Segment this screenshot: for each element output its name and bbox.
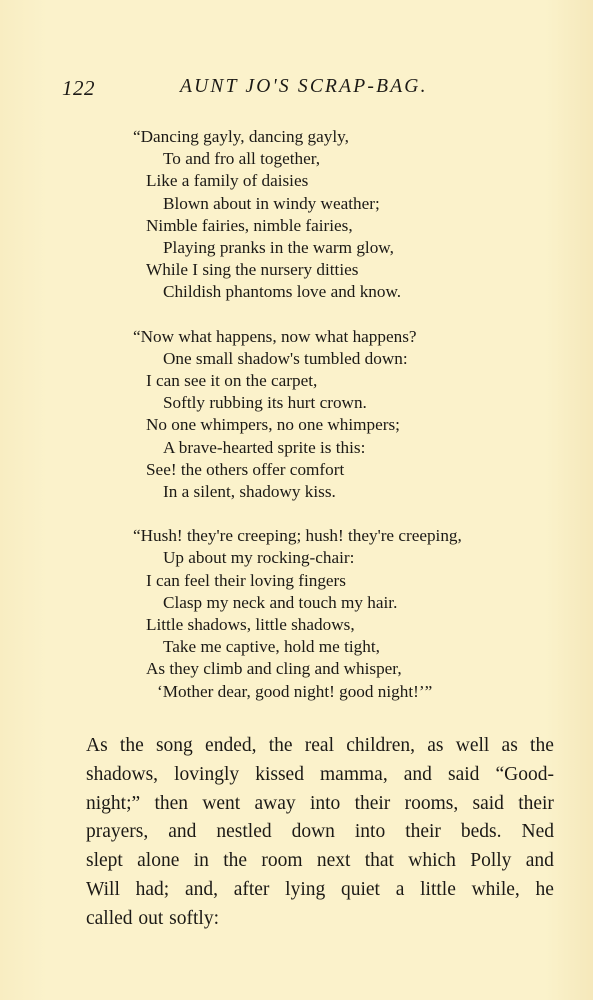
poem-line: “Now what happens, now what happens? <box>133 326 417 346</box>
poem-line: To and fro all together, <box>163 149 321 169</box>
prose-word: after <box>233 878 270 900</box>
running-title: AUNT JO'S SCRAP-BAG. <box>180 76 428 97</box>
prose-word: as <box>427 735 444 756</box>
prose-word: As <box>86 735 108 756</box>
poem-line: Take me captive, hold me tight, <box>163 637 380 657</box>
prose-line <box>86 732 554 761</box>
prose-word: shadows, <box>86 763 159 785</box>
prose-line <box>86 847 554 876</box>
prose-word: Will <box>86 878 120 900</box>
prose-word: slept <box>86 850 123 872</box>
prose-word: next <box>316 850 351 872</box>
prose-word: into <box>354 821 386 843</box>
poem <box>0 126 593 725</box>
poem-line: Clasp my neck and touch my hair. <box>163 592 398 612</box>
page-number: 122 <box>62 76 95 100</box>
poem-line: In a silent, shadowy kiss. <box>163 482 336 502</box>
poem-line: As they climb and cling and whisper, <box>146 659 402 679</box>
prose-word: Polly <box>470 850 512 872</box>
poem-line: I can feel their loving fingers <box>146 570 346 590</box>
prose-word: said <box>447 763 480 785</box>
poem-stanza-1 <box>0 126 593 304</box>
prose-word: called <box>86 907 133 929</box>
prose-word: away <box>254 792 296 814</box>
prose-word: beds. <box>460 821 502 843</box>
prose-word: rooms, <box>404 792 459 814</box>
poem-line: I can see it on the carpet, <box>146 371 318 391</box>
prose-word: prayers, <box>86 821 149 843</box>
poem-line: Blown about in windy weather; <box>163 193 380 213</box>
prose-word: and <box>168 821 197 843</box>
prose-word: kissed <box>255 763 304 785</box>
poem-line: Like a family of daisies <box>146 171 309 191</box>
prose-line <box>86 876 554 905</box>
prose-word: out <box>138 907 164 929</box>
poem-line: ‘Mother dear, good night! good night!’” <box>157 681 433 701</box>
prose-word: had; <box>135 878 170 900</box>
prose-word: room <box>261 850 303 872</box>
prose-line <box>86 818 554 847</box>
poem-line: No one whimpers, no one whimpers; <box>146 415 400 435</box>
prose-word: said <box>472 792 504 814</box>
poem-line: See! the others offer comfort <box>146 459 345 479</box>
poem-line: Little shadows, little shadows, <box>146 615 355 635</box>
prose-word: their <box>354 792 391 814</box>
prose-word: song <box>155 735 193 756</box>
prose-word: lovingly <box>174 763 240 785</box>
poem-line: Softly rubbing its hurt crown. <box>163 393 367 413</box>
poem-line: One small shadow's tumbled down: <box>163 348 408 368</box>
poem-line: Childish phantoms love and know. <box>163 282 402 302</box>
prose-word: Ned <box>521 821 554 843</box>
prose-word: lying <box>285 878 326 900</box>
poem-line: “Hush! they're creeping; hush! they're creeping, <box>133 526 462 546</box>
poem-line: Nimble fairies, nimble fairies, <box>146 215 353 235</box>
prose-line <box>86 761 554 790</box>
prose-word: a <box>395 878 405 900</box>
prose-word: went <box>202 792 241 814</box>
prose-paragraph <box>86 732 554 934</box>
prose-word: and <box>525 850 554 872</box>
prose-word: the <box>119 735 144 756</box>
prose-word: well <box>455 735 490 756</box>
prose-word: the <box>530 735 554 756</box>
prose-word: in <box>193 850 209 872</box>
prose-word: ended, <box>205 735 257 756</box>
prose-word: “Good- <box>495 763 554 785</box>
poem-line: Playing pranks in the warm glow, <box>163 238 394 258</box>
prose-word: night;” <box>86 792 141 814</box>
prose-word: down <box>291 821 335 843</box>
prose-word: that <box>364 850 394 872</box>
prose-word: he <box>535 878 554 900</box>
prose-word: mamma, <box>320 763 388 785</box>
prose-word: as <box>501 735 518 756</box>
poem-line: Up about my rocking-chair: <box>163 548 355 568</box>
prose-line <box>86 905 554 934</box>
prose-word: quiet <box>340 878 380 900</box>
prose-word: children, <box>346 735 416 756</box>
prose-word: and <box>403 763 432 785</box>
prose-word: and, <box>184 878 218 900</box>
poem-line: “Dancing gayly, dancing gayly, <box>133 127 349 146</box>
prose-word: then <box>154 792 189 814</box>
prose-word: which <box>408 850 456 872</box>
prose-word: into <box>309 792 341 814</box>
prose-word: their <box>405 821 441 843</box>
prose-word: real <box>304 735 335 756</box>
prose-word: softly: <box>169 907 220 929</box>
prose-word: while, <box>471 878 520 900</box>
poem-stanza-2 <box>0 326 593 504</box>
prose-word: alone <box>137 850 180 872</box>
poem-line: A brave-hearted sprite is this: <box>163 437 366 457</box>
prose-word: the <box>223 850 248 872</box>
poem-line: While I sing the nursery ditties <box>146 260 359 280</box>
page-header <box>62 76 444 104</box>
prose-line <box>86 790 554 819</box>
prose-word: little <box>420 878 456 900</box>
prose-word: their <box>518 792 554 814</box>
prose-word: nestled <box>216 821 272 843</box>
poem-stanza-3 <box>0 525 593 703</box>
prose-word: the <box>268 735 293 756</box>
